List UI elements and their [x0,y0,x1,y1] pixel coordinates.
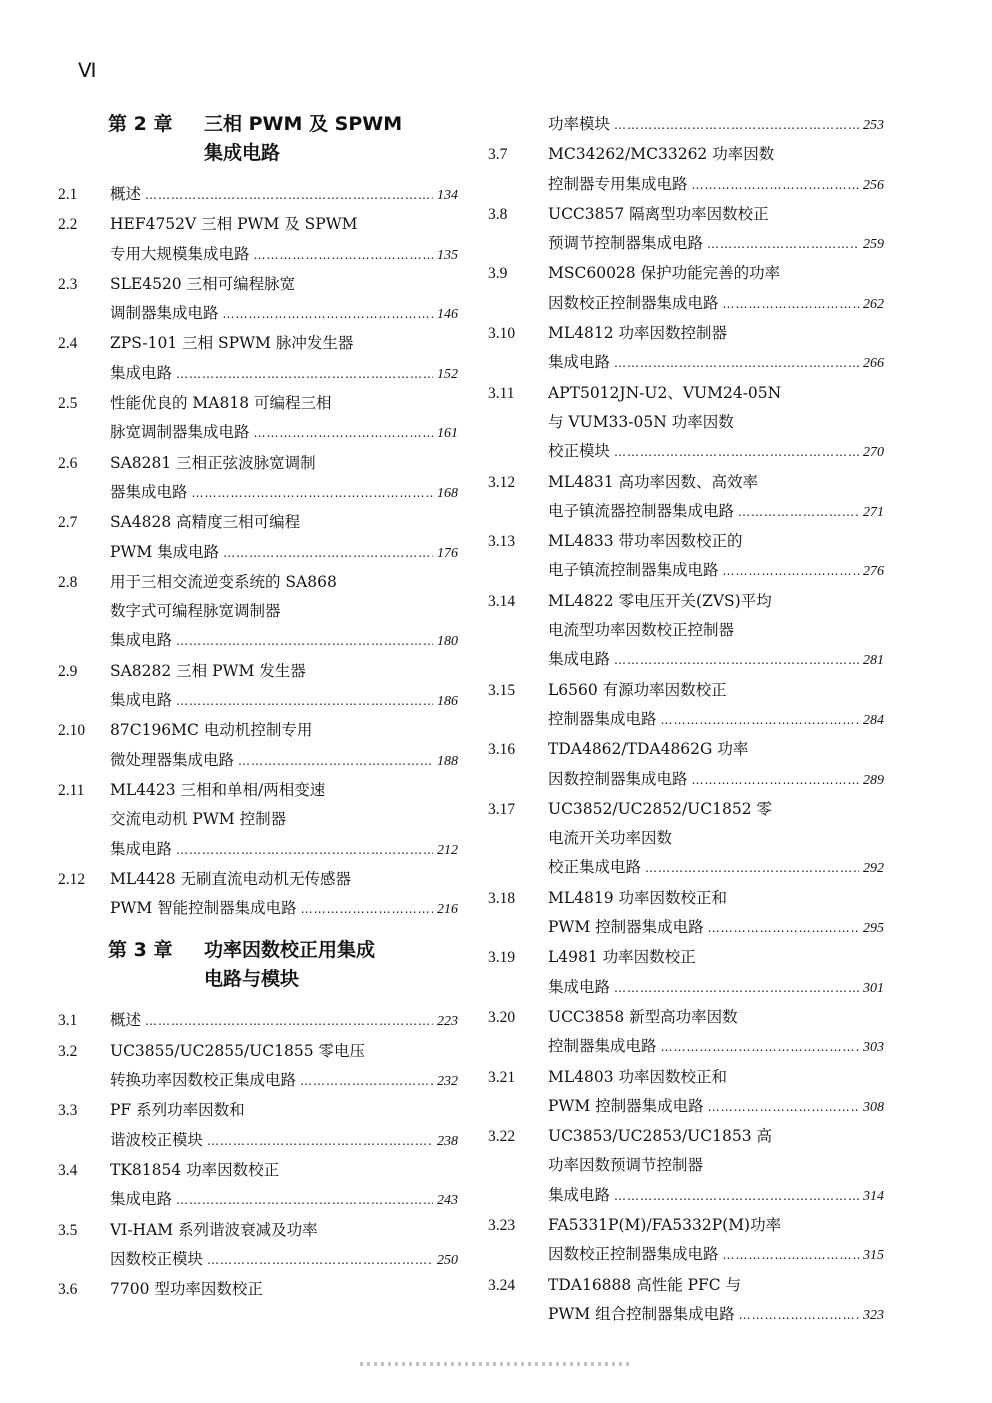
toc-entry-title: 电子镇流器控制器集成电路 [548,501,735,520]
toc-entry-title: SA8282 三相 PWM 发生器 [110,661,306,680]
toc-entry-title: 电流型功率因数校正控制器 [548,621,735,640]
toc-entry-number: 3.16 [488,741,516,759]
toc-entry-page: 134 [437,188,458,203]
toc-entry-title: 集成电路 [548,353,611,372]
toc-entry-number: 3.1 [58,1012,78,1030]
toc-entry-page: 232 [437,1074,458,1090]
toc-entry-number: 3.12 [488,473,516,491]
toc-entry[interactable] [488,200,884,260]
chapter-3-label: 第 3 章 [108,939,173,962]
page-number: Ⅵ [78,60,97,82]
dot-leader [739,1301,859,1330]
dot-leader [614,974,859,1003]
toc-entry-title: TK81854 功率因数校正 [110,1160,280,1179]
dot-leader [614,111,859,140]
dot-leader [207,1246,433,1275]
toc-entry-number: 3.22 [488,1128,516,1146]
toc-entry-page: 176 [437,545,458,561]
toc-entry-title: 集成电路 [548,1185,611,1204]
toc-entry-page: 262 [863,296,884,312]
dot-leader [238,747,433,776]
toc-entry-title: UCC3857 隔离型功率因数校正 [548,204,769,223]
toc-entry-title: ML4812 功率因数控制器 [548,324,728,343]
toc-entry-title: PF 系列功率因数和 [110,1101,245,1120]
toc-entry-title: PWM 控制器集成电路 [548,918,704,937]
toc-entry-number: 2.10 [58,722,86,740]
toc-entry-number: 3.11 [488,384,515,402]
toc-entry-title: 控制器集成电路 [548,709,657,728]
toc-entry-title: 电子镇流控制器集成电路 [548,561,719,580]
toc-entry-title: 电流开关功率因数 [548,829,673,848]
footer-scan-mark [360,1362,630,1366]
toc-entry-title: UC3853/UC2853/UC1853 高 [548,1127,772,1146]
toc-entry[interactable] [58,716,458,776]
toc-entry-title: 功率模块 [548,115,611,133]
dot-leader [176,836,433,865]
toc-entry-title: UC3852/UC2852/UC1852 零 [548,799,772,818]
toc-entry[interactable] [58,657,458,717]
toc-entry[interactable] [58,1037,458,1097]
dot-leader [661,1033,859,1062]
toc-entry-title: 概述 [110,1011,142,1030]
toc-entry-title: 集成电路 [110,839,173,858]
toc-entry-number: 3.3 [58,1102,78,1120]
toc-entry[interactable] [58,1096,458,1156]
toc-entry-page: 289 [863,772,884,788]
toc-entry-title: PWM 控制器集成电路 [548,1096,704,1115]
toc-entry-page: 253 [863,118,884,133]
toc-entry-number: 3.15 [488,681,516,699]
toc-entry-page: 323 [863,1307,884,1323]
toc-entry-title: MC34262/MC33262 功率因数 [548,145,775,164]
toc-entry-title: 7700 型功率因数校正 [110,1280,263,1299]
toc-entry-title: 集成电路 [110,1190,173,1209]
toc-entry-title: 因数校正模块 [110,1249,204,1268]
toc-entry-number: 3.20 [488,1008,516,1026]
toc-entry[interactable] [58,180,458,210]
toc-entry-title: L6560 有源功率因数校正 [548,680,727,699]
toc-entry-title: SLE4520 三相可编程脉宽 [110,274,296,293]
toc-entry-page: 238 [437,1133,458,1149]
dot-leader [176,687,433,716]
chapter-3-title-line1: 功率因数校正用集成 [204,939,376,962]
toc-entry[interactable] [488,259,884,319]
toc-entry-number: 3.24 [488,1276,516,1294]
dot-leader [661,706,859,735]
dot-leader [708,914,859,943]
toc-entry-page: 216 [437,902,458,918]
toc-entry-title: 概述 [110,185,142,203]
toc-entry-page: 295 [863,921,884,937]
toc-entry[interactable] [58,210,458,270]
toc-entry-title: 集成电路 [110,363,173,382]
toc-entry[interactable] [488,795,884,884]
toc-entry-title: 集成电路 [110,691,173,710]
dot-leader [614,646,859,675]
toc-entry-title: APT5012JN-U2、VUM24-05N [548,383,782,402]
chapter-3-entries-right [488,110,884,1330]
toc-entry-title: VI-HAM 系列谐波衰减及功率 [110,1220,318,1239]
toc-entry-page: 303 [863,1040,884,1056]
dot-leader [145,1007,433,1036]
toc-entry[interactable] [58,329,458,389]
toc-entry-number: 3.9 [488,265,508,283]
toc-entry-title: ML4822 零电压开关(ZVS)平均 [548,591,772,610]
toc-entry-title: 调制器集成电路 [110,304,219,323]
toc-entry-number: 3.19 [488,949,516,967]
toc-entry-title: 校正集成电路 [548,858,642,877]
toc-entry-page: 186 [437,694,458,710]
toc-entry-page: 243 [437,1193,458,1209]
toc-entry[interactable] [488,676,884,736]
toc-entry-title: ML4819 功率因数校正和 [548,888,728,907]
toc-entry-page: 250 [437,1252,458,1268]
toc-entry-title: 校正模块 [548,442,611,461]
toc-entry-number: 2.2 [58,216,78,234]
toc-entry-title: 因数校正控制器集成电路 [548,293,719,312]
toc-entry-title: SA4828 高精度三相可编程 [110,513,301,532]
toc-entry-title: PWM 组合控制器集成电路 [548,1304,735,1323]
toc-entry-page: 180 [437,634,458,650]
toc-entry-page: 152 [437,366,458,382]
toc-entry-title: 器集成电路 [110,482,188,501]
toc-entry-page: 256 [863,177,884,193]
chapter-2-entries [58,180,458,924]
toc-entry[interactable] [58,1156,458,1216]
chapter-3-title-line2: 电路与模块 [204,968,300,991]
toc-entry-title: 微处理器集成电路 [110,750,235,769]
toc-entry[interactable] [488,1063,884,1123]
toc-entry-title: 转换功率因数校正集成电路 [110,1071,297,1090]
dot-leader [300,1067,433,1096]
toc-entry[interactable] [58,776,458,865]
toc-entry-number: 3.8 [488,205,508,223]
toc-entry-title: 用于三相交流逆变系统的 SA868 [110,572,337,591]
dot-leader [254,419,433,448]
toc-entry-title: TDA16888 高性能 PFC 与 [548,1275,742,1294]
dot-leader [692,171,859,200]
dot-leader [614,349,859,378]
toc-entry-number: 3.4 [58,1161,78,1179]
toc-entry[interactable] [58,449,458,509]
toc-entry-title: 专用大规模集成电路 [110,244,250,263]
dot-leader [692,766,859,795]
toc-entry-number: 3.17 [488,800,516,818]
toc-entry-title: FA5331P(M)/FA5332P(M)功率 [548,1215,782,1234]
chapter-3-entries-left [58,1006,458,1304]
toc-entry-page: 281 [863,653,884,669]
toc-entry-title: HEF4752V 三相 PWM 及 SPWM [110,215,358,234]
toc-entry-title: 谐波校正模块 [110,1130,204,1149]
toc-entry-page: 308 [863,1099,884,1115]
toc-entry-title: 集成电路 [548,650,611,669]
toc-right-column [488,110,884,1330]
toc-entry-page: 284 [863,712,884,728]
toc-entry-page: 135 [437,247,458,263]
toc-entry-number: 2.5 [58,395,78,413]
toc-entry-title: 交流电动机 PWM 控制器 [110,810,287,829]
toc-entry-title: 性能优良的 MA818 可编程三相 [110,394,332,413]
toc-entry-title: SA8281 三相正弦波脉宽调制 [110,453,316,472]
toc-entry-title: ZPS-101 三相 SPWM 脉冲发生器 [110,334,354,353]
toc-entry[interactable] [58,270,458,330]
toc-entry-title: UC3855/UC2855/UC1855 零电压 [110,1041,365,1060]
dot-leader [707,230,859,259]
toc-entry-title: ML4428 无刷直流电动机无传感器 [110,869,352,888]
toc-entry-number: 2.8 [58,573,78,591]
toc-entry-number: 2.9 [58,662,78,680]
toc-entry-title: PWM 集成电路 [110,542,220,561]
dot-leader [223,300,433,329]
toc-entry-title: L4981 功率因数校正 [548,948,696,967]
toc-entry-number: 2.1 [58,186,78,203]
toc-entry-title: ML4803 功率因数校正和 [548,1067,728,1086]
toc-entry-title: PWM 智能控制器集成电路 [110,899,297,918]
toc-entry[interactable] [488,1003,884,1063]
toc-entry[interactable] [488,1211,884,1271]
toc-entry-number: 2.12 [58,870,86,888]
dot-leader [614,438,859,467]
toc-entry[interactable] [488,1271,884,1331]
toc-entry[interactable] [58,508,458,568]
toc-entry-number: 3.10 [488,325,516,343]
toc-entry-page: 168 [437,485,458,501]
toc-entry-title: 因数校正控制器集成电路 [548,1245,719,1264]
toc-entry-title: 预调节控制器集成电路 [548,234,704,253]
toc-entry-number: 2.11 [58,781,85,799]
toc-entry-title: TDA4862/TDA4862G 功率 [548,740,749,759]
toc-entry-page: 315 [863,1248,884,1264]
toc-entry[interactable] [488,110,884,140]
toc-entry-title: 87C196MC 电动机控制专用 [110,721,313,740]
toc-entry-page: 223 [437,1014,458,1030]
toc-entry-page: 161 [437,426,458,442]
dot-leader [145,181,433,210]
toc-entry-title: ML4831 高功率因数、高效率 [548,472,759,491]
dot-leader [207,1127,433,1156]
toc-entry-number: 2.6 [58,454,78,472]
dot-leader [708,1093,859,1122]
toc-entry-number: 3.14 [488,592,516,610]
toc-entry-title: 集成电路 [110,631,173,650]
toc-entry[interactable] [488,884,884,944]
toc-entry-number: 3.2 [58,1042,78,1060]
toc-entry-title: MSC60028 保护功能完善的功率 [548,264,781,283]
toc-entry-title: 数字式可编程脉宽调制器 [110,602,281,621]
toc-entry-number: 3.18 [488,889,516,907]
toc-entry-number: 3.5 [58,1221,78,1239]
toc-entry-title: 脉宽调制器集成电路 [110,423,250,442]
chapter-2-heading [58,110,458,168]
dot-leader [645,854,859,883]
toc-entry-number: 2.7 [58,514,78,532]
toc-entry-page: 266 [863,356,884,372]
toc-entry-number: 3.23 [488,1216,516,1234]
toc-entry[interactable] [58,865,458,925]
toc-entry-number: 3.21 [488,1068,516,1086]
toc-entry-title: 因数控制器集成电路 [548,769,688,788]
dot-leader [614,1182,859,1211]
toc-entry-title: 与 VUM33-05N 功率因数 [548,412,734,431]
toc-entry[interactable] [58,568,458,657]
toc-entry[interactable] [58,1216,458,1276]
dot-leader [723,1241,859,1270]
toc-entry-title: ML4423 三相和单相/两相变速 [110,780,326,799]
chapter-3-heading [58,936,458,994]
toc-entry-number: 2.4 [58,335,78,353]
toc-entry-page: 292 [863,861,884,877]
toc-entry-title: 控制器集成电路 [548,1037,657,1056]
toc-entry-title: ML4833 带功率因数校正的 [548,532,743,551]
toc-entry-number: 2.3 [58,275,78,293]
toc-entry-page: 301 [863,980,884,996]
toc-entry[interactable] [488,943,884,1003]
dot-leader [176,360,433,389]
toc-entry[interactable] [488,587,884,676]
dot-leader [192,479,433,508]
toc-entry-number: 3.7 [488,146,508,164]
toc-entry[interactable] [488,735,884,795]
toc-entry[interactable] [488,379,884,468]
toc-entry-title: UCC3858 新型高功率因数 [548,1007,738,1026]
toc-entry-title: 集成电路 [548,977,611,996]
chapter-2-title-line1: 三相 PWM 及 SPWM [204,113,403,135]
toc-entry-page: 314 [863,1188,884,1204]
dot-leader [176,1186,433,1215]
chapter-2-label: 第 2 章 [108,113,173,135]
toc-entry-number: 3.13 [488,533,516,551]
toc-entry-title: 控制器专用集成电路 [548,174,688,193]
toc-entry[interactable] [488,468,884,528]
dot-leader [301,895,433,924]
dot-leader [176,627,433,656]
toc-entry-page: 270 [863,445,884,461]
toc-entry-page: 259 [863,237,884,253]
toc-entry[interactable] [488,527,884,587]
toc-entry[interactable] [488,1122,884,1211]
dot-leader [223,539,433,568]
toc-left-column [58,110,458,1304]
toc-entry-page: 271 [863,504,884,520]
toc-entry-title: 功率因数预调节控制器 [548,1156,704,1175]
dot-leader [254,241,433,270]
toc-entry-page: 146 [437,307,458,323]
chapter-2-title-line2: 集成电路 [204,142,281,164]
toc-entry-page: 212 [437,842,458,858]
dot-leader [738,498,859,527]
toc-entry[interactable] [58,389,458,449]
dot-leader [723,290,859,319]
toc-entry-number: 3.6 [58,1281,78,1299]
toc-entry[interactable] [488,140,884,200]
toc-entry[interactable] [58,1275,458,1304]
toc-entry[interactable] [58,1006,458,1036]
dot-leader [723,557,859,586]
toc-entry-page: 188 [437,753,458,769]
toc-entry-page: 276 [863,564,884,580]
toc-entry[interactable] [488,319,884,379]
